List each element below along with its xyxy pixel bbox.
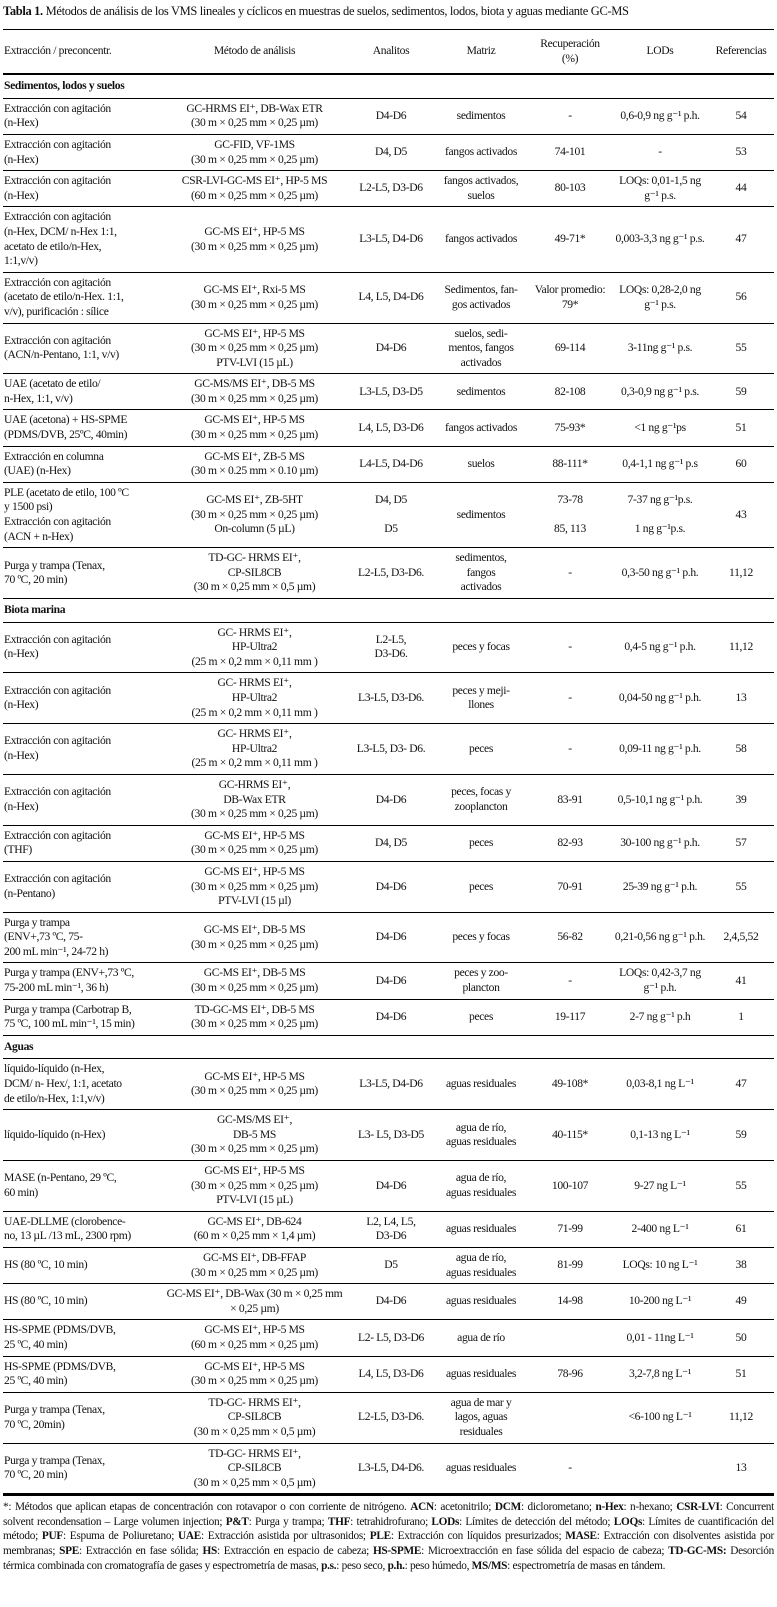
matrix-cell: peces y zoo- plancton (454, 966, 508, 995)
table-title: Métodos de análisis de los VMS lineales y cíclicos en muestras de suelos, sedimentos, lodos, biota y aguas mediante GC-MS (42, 4, 629, 18)
footnote-term: TD-GC-MS: (668, 1545, 727, 1558)
footnote-term: p.h. (387, 1559, 405, 1572)
matrix-cell: agua de río, aguas residuales (445, 1120, 517, 1149)
lods-cell (612, 1443, 708, 1494)
analytes-cell: D4-D6 (375, 792, 407, 806)
lods-cell: 0,01 - 11ng L⁻¹ (626, 1330, 694, 1344)
lods-cell: 7-37 ng g⁻¹p.s. 1 ng g⁻¹p.s. (627, 493, 693, 536)
matrix-cell: sedimentos (456, 384, 506, 398)
analytes-cell: L3-L5, D3- D6. (356, 741, 426, 755)
extraction-cell: Extracción con agitación (n-Hex, DCM/ n-Hex 1:1, acetato de etilo/n-Hex, 1:1,v/v) (4, 210, 117, 268)
extraction-cell: UAE-DLLME (clorobence- no, 13 µL /13 mL, 2300 rpm) (4, 1214, 131, 1243)
analytes-cell: D4-D6 (375, 1009, 407, 1023)
table-caption (3, 4, 774, 19)
table-row (3, 861, 774, 912)
references-cell: 1 (738, 1009, 744, 1023)
extraction-cell: Extracción con agitación (n-Pentano) (4, 872, 111, 900)
lods-cell: <6-100 ng L⁻¹ (628, 1410, 692, 1424)
lods-cell: 0,3-0,9 ng g⁻¹ p.s. (621, 384, 699, 398)
analytes-cell: L3- L5, D3-D5 (358, 1127, 424, 1141)
lods-cell: <1 ng g⁻¹ps (634, 420, 686, 434)
footnote-definition: : Concurrent solvent recondensation – Large volumen injection; (3, 1501, 774, 1528)
method-cell: GC-MS EI⁺, HP-5 MS (30 m × 0,25 mm × 0,25 µm) PTV-LVI (15 µL) (191, 326, 318, 369)
table-row (3, 272, 774, 323)
analytes-cell: D5 (384, 1258, 398, 1272)
method-cell: GC-MS EI⁺, HP-5 MS (30 m × 0,25 mm × 0,25 µm) PTV-LVI (15 µL) (191, 1164, 318, 1207)
column-header: Recuperación (%) (540, 37, 600, 65)
analytes-cell: L4, L5, D3-D6 (358, 1366, 424, 1380)
column-header: Método de análisis (213, 44, 296, 58)
recovery-cell (528, 1392, 612, 1443)
recovery-cell: - (568, 741, 572, 755)
lods-cell: 10-200 ng L⁻¹ (628, 1294, 692, 1308)
references-cell: 47 (735, 232, 747, 246)
method-cell: TD-GC-MS EI⁺, DB-5 MS (30 m × 0,25 mm × 0,25 µm) (191, 1002, 318, 1031)
table-row (3, 1320, 774, 1356)
analytes-cell: D4-D6 (375, 1178, 407, 1192)
footnote-definition: : Métodos que aplican etapas de concentración con rotavapor o con corriente de nitrógeno. (8, 1501, 411, 1514)
table-row (3, 1059, 774, 1110)
method-cell: TD-GC- HRMS EI⁺, CP-SIL8CB (30 m × 0,25 mm × 0,5 µm) (193, 551, 316, 594)
table-row (3, 1443, 774, 1494)
method-cell: GC-MS EI⁺, DB-5 MS (30 m × 0,25 mm × 0,25 µm) (191, 966, 318, 995)
method-cell: GC-MS EI⁺, ZB-5 MS (30 m × 0.25 mm × 0.10 µm) (191, 449, 318, 478)
extraction-cell: Extracción con agitación (n-Hex) (4, 785, 111, 813)
column-header: Analitos (372, 44, 410, 58)
section-title: Aguas (4, 1039, 34, 1053)
extraction-cell: Purga y trampa (Tenax, 70 ºC, 20 min) (4, 1453, 105, 1482)
lods-cell: 0,09-11 ng g⁻¹ p.h. (619, 741, 701, 755)
analytes-cell: L2-L5, D3-D6. (358, 1410, 424, 1424)
extraction-cell: Extracción en columna (UAE) (n-Hex) (4, 449, 104, 478)
table-row (3, 207, 774, 272)
analytes-cell: L4, L5, D3-D6 (358, 420, 424, 434)
extraction-cell: MASE (n-Pentano, 29 ºC, 60 min) (4, 1171, 117, 1199)
method-cell: GC-MS EI⁺, HP-5 MS (30 m × 0,25 mm × 0,25 µm) (191, 828, 318, 857)
lods-cell: 0,5-10,1 ng g⁻¹ p.h. (617, 792, 703, 806)
analytes-cell: D4, D5 (374, 836, 408, 850)
footnote-term: P&T (225, 1515, 249, 1528)
analytes-cell: L3-L5, D4-D6 (359, 1077, 423, 1091)
method-cell: GC-MS EI⁺, HP-5 MS (30 m × 0,25 mm × 0,25 µm) (191, 1069, 318, 1098)
analytes-cell: D4-D6 (375, 973, 407, 987)
method-cell: GC-MS/MS EI⁺, DB-5 MS (30 m × 0,25 mm × 0,25 µm) (191, 1113, 318, 1156)
recovery-cell: - (568, 973, 572, 987)
lods-cell: 2-400 ng L⁻¹ (631, 1222, 689, 1236)
recovery-cell: 82-93 (557, 836, 583, 850)
references-cell: 59 (735, 1127, 747, 1141)
table-row (3, 774, 774, 825)
recovery-cell (528, 1320, 612, 1356)
method-cell: GC-HRMS EI⁺, DB-Wax ETR (30 m × 0,25 mm × 0,25 µm) (186, 101, 323, 130)
footnote-definition: : Extracción en espacio de cabeza; (216, 1545, 373, 1558)
extraction-cell: Extracción con agitación (n-Hex) (4, 632, 111, 661)
table-row (3, 171, 774, 207)
lods-cell: 0,003-3,3 ng g⁻¹ p.s. (615, 232, 705, 246)
table-row (3, 1284, 774, 1320)
table-row (3, 1356, 774, 1392)
analytes-cell: L2-L5, D3-D6. (358, 565, 424, 579)
recovery-cell: - (568, 109, 572, 123)
matrix-cell: aguas residuales (445, 1366, 517, 1380)
matrix-cell: sedimentos, fangos activados (455, 551, 507, 594)
section-header-row (3, 599, 774, 623)
extraction-cell: líquido-líquido (n-Hex, DCM/ n- Hex/, 1:1, acetato de etilo/n-Hex, 1:1,v/v) (4, 1062, 122, 1105)
footnote-term: * (3, 1501, 9, 1514)
table-row (3, 622, 774, 673)
recovery-cell: 78-96 (557, 1366, 583, 1380)
references-cell: 57 (735, 836, 747, 850)
footnote-term: LOQs (613, 1515, 643, 1528)
extraction-cell: líquido-líquido (n-Hex) (4, 1127, 106, 1141)
matrix-cell: peces y focas (452, 640, 510, 654)
table-label: Tabla 1. (3, 4, 43, 18)
recovery-cell: 71-99 (557, 1222, 583, 1236)
references-cell: 54 (735, 109, 747, 123)
table-row (3, 1110, 774, 1161)
method-cell: TD-GC- HRMS EI⁺, CP-SIL8CB (30 m × 0,25 mm × 0,5 µm) (193, 1446, 316, 1489)
footnote-term: HS-SPME (372, 1545, 422, 1558)
footnote-definition: : Límites de detección del método; (459, 1515, 614, 1528)
method-cell: GC-MS EI⁺, HP-5 MS (30 m × 0,25 mm × 0,25 µm) PTV-LVI (15 µl) (191, 864, 318, 908)
matrix-cell: peces (469, 879, 493, 893)
analytes-cell: L2- L5, D3-D6 (358, 1330, 424, 1344)
recovery-cell: Valor promedio: 79* (534, 283, 606, 311)
references-cell: 58 (735, 741, 747, 755)
header-row (3, 30, 774, 75)
recovery-cell: - (568, 1461, 572, 1475)
matrix-cell: peces (469, 836, 493, 850)
matrix-cell: agua de río (457, 1330, 505, 1344)
recovery-cell: - (568, 690, 572, 704)
footnote-definition: : espectrometría de masas en tándem. (507, 1559, 666, 1572)
extraction-cell: Extracción con agitación (n-Hex) (4, 137, 111, 166)
analytes-cell: D4-D6 (375, 341, 407, 355)
recovery-cell: - (568, 565, 572, 579)
matrix-cell: aguas residuales (445, 1222, 517, 1236)
column-header: Matriz (466, 44, 496, 58)
footnote-term: HS (202, 1545, 217, 1558)
footnote-term: UAE (178, 1530, 201, 1543)
references-cell: 39 (735, 792, 747, 806)
method-cell: GC-MS EI⁺, DB-Wax (30 m × 0,25 mm × 0,25 µm) (166, 1287, 343, 1315)
method-cell: GC-FID, VF-1MS (30 m × 0,25 mm × 0,25 µm) (191, 137, 318, 166)
section-title: Biota marina (4, 603, 66, 616)
extraction-cell: HS-SPME (PDMS/DVB, 25 ºC, 40 min) (4, 1323, 116, 1351)
lods-cell: 3,2-7,8 ng L⁻¹ (628, 1366, 691, 1380)
recovery-cell: 73-78 85, 113 (554, 493, 586, 536)
extraction-cell: Purga y trampa (Tenax, 70 ºC, 20 min) (4, 558, 105, 587)
recovery-cell: 88-111* (552, 456, 588, 470)
analytes-cell: D4, D5 D5 (374, 493, 408, 536)
extraction-cell: UAE (acetona) + HS-SPME (PDMS/DVB, 25ºC, 40min) (4, 413, 128, 442)
references-cell: 41 (735, 973, 747, 987)
lods-cell: 0,6-0,9 ng g⁻¹ p.h. (620, 109, 700, 123)
table-row (3, 999, 774, 1035)
section-header-row (3, 74, 774, 98)
analytes-cell: L2-L5, D3-D6 (359, 181, 423, 195)
footnote-definition: : Extracción en fase sólida; (78, 1545, 203, 1558)
method-cell: GC- HRMS EI⁺, HP-Ultra2 (25 m × 0,2 mm × 0,11 mm ) (191, 625, 318, 668)
recovery-cell: - (568, 640, 572, 654)
references-cell: 53 (735, 145, 747, 159)
references-cell: 43 (735, 507, 747, 521)
extraction-cell: Purga y trampa (ENV+,73 ºC, 75- 200 mL min⁻¹, 24-72 h) (4, 915, 109, 958)
method-cell: GC-HRMS EI⁺, DB-Wax ETR (30 m × 0,25 mm × 0,25 µm) (191, 777, 318, 821)
extraction-cell: Extracción con agitación (THF) (4, 828, 111, 857)
method-cell: TD-GC- HRMS EI⁺, CP-SIL8CB (30 m × 0,25 mm × 0,5 µm) (193, 1395, 316, 1438)
column-header: Referencias (715, 44, 767, 58)
analytes-cell: L3-L5, D4-D6. (358, 1461, 424, 1475)
lods-cell: 0,3-50 ng g⁻¹ p.h. (621, 565, 699, 579)
method-cell: GC- HRMS EI⁺, HP-Ultra2 (25 m × 0,2 mm × 0,11 mm ) (191, 676, 318, 719)
references-cell: 2,4,5,52 (723, 930, 759, 944)
method-cell: GC-MS EI⁺, HP-5 MS (30 m × 0,25 mm × 0,25 µm) (191, 413, 318, 442)
lods-cell: LOQs: 10 ng L⁻¹ (622, 1258, 698, 1272)
footnote-term: PUF (41, 1530, 63, 1543)
footnote-definition: : Microextracción en fase sólida del espacio de cabeza; (421, 1545, 669, 1558)
recovery-cell: 75-93* (554, 420, 586, 434)
footnote-definition: : Espuma de Poliuretano; (62, 1530, 179, 1543)
table-row (3, 446, 774, 482)
footnote-term: CSR-LVI (676, 1501, 720, 1514)
matrix-cell: aguas residuales (445, 1077, 517, 1091)
analytes-cell: L2-L5, D3-D6. (374, 632, 408, 661)
references-cell: 56 (735, 290, 747, 304)
references-cell: 61 (735, 1222, 747, 1236)
references-cell: 11,12 (729, 565, 753, 579)
analytes-cell: D4-D6 (375, 879, 407, 893)
table-row (3, 963, 774, 999)
footnote-term: LODs (431, 1515, 460, 1528)
footnote-term: n-Hex (595, 1501, 624, 1514)
footnote-definition: : n-hexano; (623, 1501, 677, 1514)
lods-cell: 9-27 ng L⁻¹ (634, 1178, 686, 1192)
method-cell: GC-MS EI⁺, DB-624 (60 m × 0,25 mm × 1,4 µm) (193, 1214, 316, 1243)
matrix-cell: suelos, sedi- mentos, fangos activados (448, 326, 514, 369)
section-title: Sedimentos, lodos y suelos (4, 79, 125, 93)
references-cell: 49 (735, 1294, 747, 1308)
section-header-row (3, 1035, 774, 1059)
matrix-cell: suelos (467, 456, 495, 470)
footnote-term: MASE (565, 1530, 597, 1543)
lods-cell: LOQs: 0,42-3,7 ng g⁻¹ p.h. (619, 966, 701, 995)
table-row (3, 410, 774, 446)
method-cell: GC-MS EI⁺, Rxi-5 MS (30 m × 0,25 mm × 0,25 µm) (191, 283, 318, 311)
extraction-cell: Purga y trampa (Carbotrap B, 75 ºC, 100 mL min⁻¹, 15 min) (4, 1002, 135, 1031)
recovery-cell: 74-101 (554, 145, 586, 159)
matrix-cell: peces (469, 1009, 493, 1023)
table-row (3, 1392, 774, 1443)
matrix-cell: peces, focas y zooplancton (451, 785, 511, 813)
references-cell: 13 (735, 1461, 747, 1475)
table-row (3, 482, 774, 547)
recovery-cell: 49-108* (551, 1077, 589, 1091)
footnote-definition: : diclorometano; (520, 1501, 596, 1514)
column-header: Extracción / preconcentr. (4, 44, 112, 58)
table-row (3, 374, 774, 410)
matrix-cell: aguas residuales (445, 1461, 517, 1475)
method-cell: GC-MS EI⁺, HP-5 MS (30 m × 0,25 mm × 0,25 µm) (191, 1359, 318, 1388)
method-cell: CSR-LVI-GC-MS EI⁺, HP-5 MS (60 m × 0,25 mm × 0,25 µm) (181, 174, 328, 202)
method-cell: GC- HRMS EI⁺, HP-Ultra2 (25 m × 0,2 mm × 0,11 mm ) (191, 727, 318, 770)
matrix-cell: fangos activados (445, 232, 517, 246)
references-cell: 47 (735, 1077, 747, 1091)
matrix-cell: sedimentos (456, 507, 506, 521)
matrix-cell: peces y meji- llones (452, 683, 510, 712)
recovery-cell: 69-114 (554, 341, 586, 355)
table-row (3, 98, 774, 134)
matrix-cell: Sedimentos, fan- gos activados (444, 283, 518, 311)
lods-cell: 2-7 ng g⁻¹ p.h (629, 1009, 691, 1023)
recovery-cell: 82-108 (554, 384, 586, 398)
footnote-definition: : Purga y trampa; (248, 1515, 328, 1528)
matrix-cell: aguas residuales (445, 1294, 517, 1308)
table-row (3, 825, 774, 861)
analytes-cell: D4, D5 (374, 145, 408, 159)
lods-cell: 30-100 ng g⁻¹ p.h. (620, 836, 700, 850)
analytes-cell: L3-L5, D3-D5 (359, 384, 423, 398)
matrix-cell: agua de río, aguas residuales (445, 1250, 517, 1279)
lods-cell: 0,21-0,56 ng g⁻¹ p.h. (614, 930, 706, 944)
recovery-cell: 80-103 (554, 181, 586, 195)
methods-table (3, 29, 774, 1494)
method-cell: GC-MS EI⁺, HP-5 MS (60 m × 0,25 mm × 0,25 µm) (191, 1323, 318, 1351)
extraction-cell: UAE (acetato de etilo/ n-Hex, 1:1, v/v) (4, 377, 101, 405)
table-row (3, 724, 774, 775)
extraction-cell: Extracción con agitación (ACN/n-Pentano, 1:1, v/v) (4, 333, 119, 362)
footnote-term: PLE (369, 1530, 391, 1543)
references-cell: 59 (735, 384, 747, 398)
lods-cell: - (658, 145, 662, 159)
method-cell: GC-MS EI⁺, HP-5 MS (30 m × 0,25 mm × 0,25 µm) (191, 224, 318, 253)
method-cell: GC-MS/MS EI⁺, DB-5 MS (30 m × 0,25 mm × 0,25 µm) (191, 377, 318, 405)
analytes-cell: L3-L5, D4-D6 (359, 232, 423, 246)
lods-cell: 0,1-13 ng L⁻¹ (630, 1127, 690, 1141)
footnote-definition: : peso húmedo, (404, 1559, 472, 1572)
table-footnote (3, 1494, 774, 1573)
footnote-term: MS/MS (471, 1559, 508, 1572)
matrix-cell: peces (469, 741, 493, 755)
footnote-term: DCM (494, 1501, 521, 1514)
extraction-cell: Extracción con agitación (n-Hex) (4, 101, 111, 130)
table-row (3, 1161, 774, 1212)
recovery-cell: 100-107 (551, 1178, 589, 1192)
lods-cell: 0,04-50 ng g⁻¹ p.h. (618, 690, 702, 704)
footnote-definition: : acetonitrilo; (433, 1501, 495, 1514)
references-cell: 60 (735, 456, 747, 470)
method-cell: GC-MS EI⁺, DB-FFAP (30 m × 0,25 mm × 0,25 µm) (191, 1250, 318, 1279)
lods-cell: LOQs: 0,28-2,0 ng g⁻¹ p.s. (619, 283, 701, 311)
recovery-cell: 40-115* (552, 1127, 588, 1141)
lods-cell: 0,4-1,1 ng g⁻¹ p.s (622, 456, 698, 470)
recovery-cell: 49-71* (554, 232, 586, 246)
table-row (3, 548, 774, 599)
footnote-definition: : Extracción con líquidos presurizados; (390, 1530, 566, 1543)
analytes-cell: L2, L4, L5, D3-D6 (366, 1214, 416, 1243)
matrix-cell: peces y focas (452, 930, 510, 944)
extraction-cell: HS (80 ºC, 10 min) (4, 1258, 88, 1272)
recovery-cell: 19-117 (554, 1009, 586, 1023)
extraction-cell: PLE (acetato de etilo, 100 ºC y 1500 psi) Extracción con agitación (ACN + n-Hex) (4, 485, 129, 543)
lods-cell: LOQs: 0,01-1,5 ng g⁻¹ p.s. (619, 174, 701, 202)
references-cell: 51 (735, 1366, 747, 1380)
footnote-term: p.s. (321, 1559, 337, 1572)
extraction-cell: Extracción con agitación (acetato de etilo/n-Hex. 1:1, v/v), purificación : sílice (4, 275, 124, 318)
lods-cell: 0,03-8,1 ng L⁻¹ (626, 1077, 694, 1091)
table-row (3, 1247, 774, 1283)
footnote-definition: Desorción térmica combinada con cromatografía de gases y espectrometría de masas, (3, 1545, 774, 1572)
footnote-definition: : peso seco, (336, 1559, 388, 1572)
references-cell: 55 (735, 341, 747, 355)
references-cell: 11,12 (729, 1410, 753, 1424)
matrix-cell: fangos activados, suelos (443, 174, 519, 202)
table-row (3, 912, 774, 963)
matrix-cell: sedimentos (456, 109, 506, 123)
analytes-cell: D4-D6 (375, 930, 407, 944)
references-cell: 44 (735, 181, 747, 195)
analytes-cell: D4-D6 (375, 109, 407, 123)
footnote-term: THF (327, 1515, 351, 1528)
recovery-cell: 70-91 (557, 879, 583, 893)
references-cell: 55 (735, 1178, 747, 1192)
extraction-cell: Extracción con agitación (n-Hex) (4, 734, 111, 763)
references-cell: 11,12 (729, 640, 753, 654)
table-row (3, 1211, 774, 1247)
extraction-cell: Purga y trampa (ENV+,73 ºC, 75-200 mL min⁻¹, 36 h) (4, 966, 134, 995)
lods-cell: 25-39 ng g⁻¹ p.h. (622, 879, 698, 893)
extraction-cell: HS-SPME (PDMS/DVB, 25 ºC, 40 min) (4, 1359, 116, 1388)
matrix-cell: agua de mar y lagos, aguas residuales (450, 1395, 512, 1438)
analytes-cell: L4-L5, D4-D6 (359, 456, 423, 470)
references-cell: 51 (735, 420, 747, 434)
recovery-cell: 14-98 (557, 1294, 583, 1308)
table-row (3, 323, 774, 374)
matrix-cell: agua de río, aguas residuales (445, 1171, 517, 1199)
table-row (3, 134, 774, 170)
column-header: LODs (646, 44, 674, 58)
matrix-cell: fangos activados (445, 420, 517, 434)
footnote-definition: : Extracción con disolventes asistida por membranas; (3, 1530, 774, 1558)
recovery-cell: 56-82 (557, 930, 583, 944)
method-cell: GC-MS EI⁺, DB-5 MS (30 m × 0,25 mm × 0,25 µm) (191, 922, 318, 951)
analytes-cell: D4-D6 (375, 1294, 407, 1308)
references-cell: 55 (735, 879, 747, 893)
references-cell: 50 (735, 1330, 747, 1344)
analytes-cell: L3-L5, D3-D6. (358, 690, 424, 704)
footnote-term: SPE (59, 1545, 79, 1558)
extraction-cell: HS (80 ºC, 10 min) (4, 1294, 88, 1308)
analytes-cell: L4, L5, D4-D6 (358, 290, 424, 304)
references-cell: 38 (735, 1258, 747, 1272)
method-cell: GC-MS EI⁺, ZB-5HT (30 m × 0,25 mm × 0,25 µm) On-column (5 µL) (191, 493, 318, 536)
matrix-cell: fangos activados (445, 145, 517, 159)
footnote-definition: : Límites de cuantificación del método; (3, 1515, 774, 1543)
extraction-cell: Purga y trampa (Tenax, 70 ºC, 20min) (4, 1403, 105, 1431)
lods-cell: 0,4-5 ng g⁻¹ p.h. (624, 640, 696, 654)
extraction-cell: Extracción con agitación (n-Hex) (4, 174, 111, 202)
footnote-definition: : tetrahidrofurano; (350, 1515, 432, 1528)
footnote-definition: : Extracción asistida por ultrasonidos; (200, 1530, 370, 1543)
recovery-cell: 83-91 (557, 792, 583, 806)
table-row (3, 673, 774, 724)
footnote-term: ACN (410, 1501, 434, 1514)
lods-cell: 3-11ng g⁻¹ p.s. (627, 341, 693, 355)
extraction-cell: Extracción con agitación (n-Hex) (4, 683, 111, 712)
references-cell: 13 (735, 690, 747, 704)
recovery-cell: 81-99 (557, 1258, 583, 1272)
